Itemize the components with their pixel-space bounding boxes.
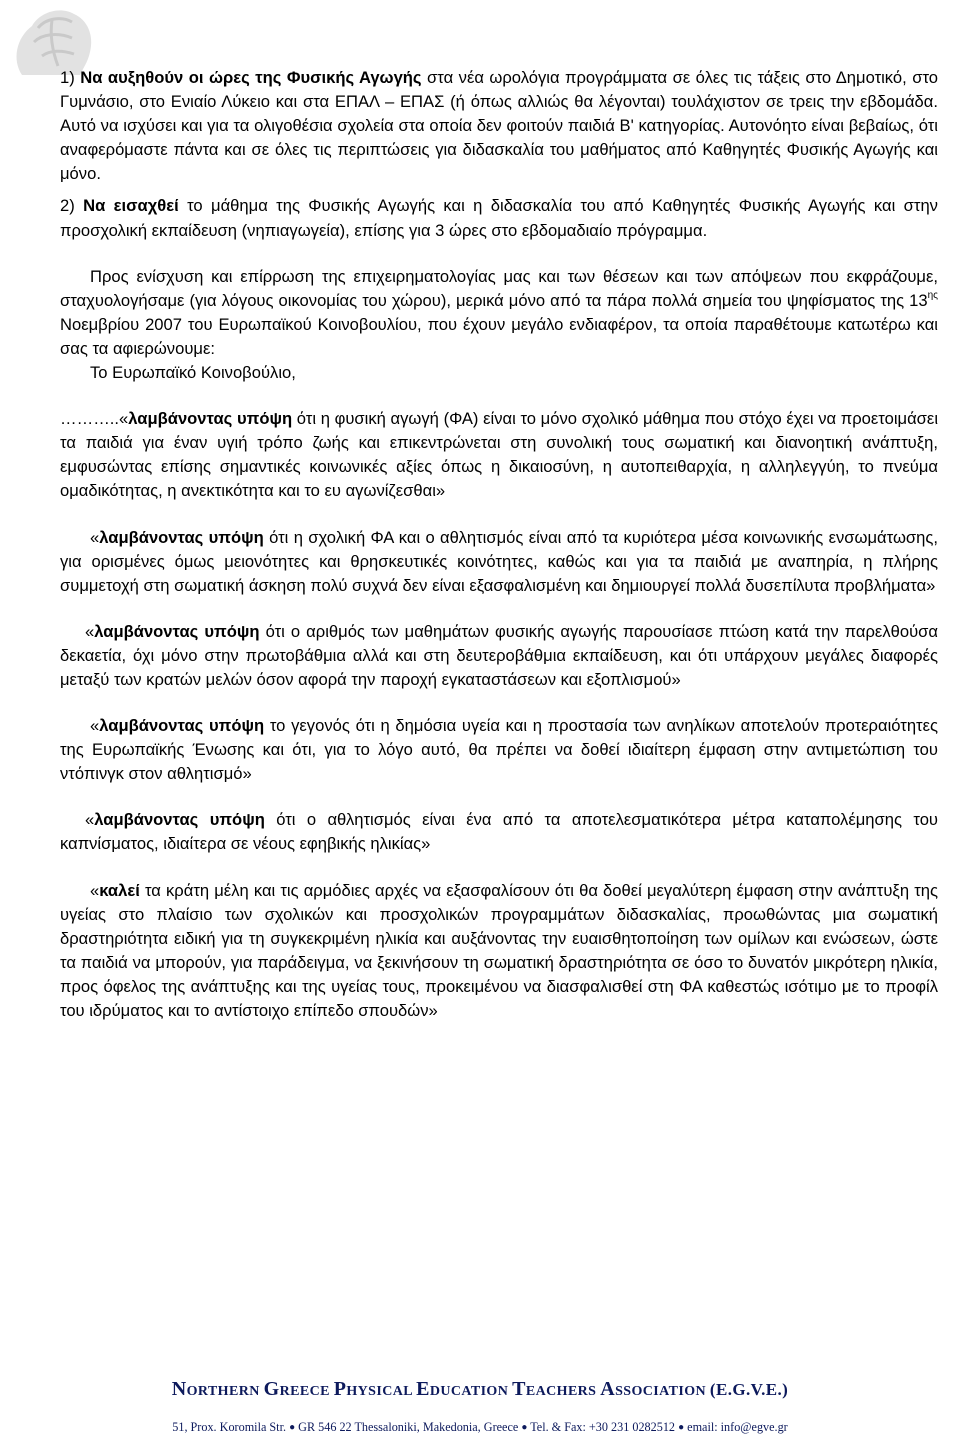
footer-title-cap: P — [333, 1378, 347, 1400]
quote-5-keyword: λαμβάνοντας υπόψη — [94, 810, 265, 830]
quote-2-keyword: λαμβάνοντας υπόψη — [99, 527, 264, 547]
footer-title-word: DUCATION — [429, 1384, 513, 1399]
paragraph-3-text-a: Προς ενίσχυση και επίρρωση της επιχειρηματολογίας μας και των θέσεων και των απόψεων που εκφράζουμε, σταχυολογήσαμε (για λόγους οικονομίας του χώρου), μερικά μόνο από τα πάρα πολλά σημεία του ψηφίσματος της 13 — [60, 266, 938, 310]
footer-title-word: ORTHERN — [186, 1384, 264, 1399]
bullet-icon: ● — [521, 1422, 528, 1433]
footer-association-name — [0, 1378, 960, 1401]
watermark-logo — [2, 0, 112, 75]
footer-abbreviation: (E.G.V.E.) — [709, 1380, 789, 1399]
paragraph-1-number: 1) — [60, 68, 81, 87]
quote-4-prefix: « — [90, 716, 100, 736]
quote-4-keyword: λαμβάνοντας υπόψη — [99, 716, 265, 736]
quote-2 — [60, 526, 938, 598]
footer-title-cap: N — [171, 1378, 187, 1400]
quote-2-prefix: « — [90, 527, 100, 547]
footer-phone: Tel. & Fax: +30 231 0282512 — [530, 1420, 676, 1434]
quote-6-keyword: καλεί — [99, 880, 140, 900]
footer-title-cap: A — [600, 1378, 616, 1400]
quote-3-text: ότι ο αριθμός των μαθημάτων φυσικής αγωγής παρουσίασε πτώση κατά την παρελθούσα δεκαετία, όχι μόνο στην πρωτοβάθμια αλλά και στη δευτεροβάθμια εκπαίδευση, και ότι υπάρχουν μεγάλες διαφορές μεταξύ των κρατών μελών όσον αφορά την παροχή εγκαταστάσεων και εξοπλισμού» — [60, 621, 938, 689]
document-body — [60, 66, 938, 1023]
european-parliament-line: Το Ευρωπαϊκό Κοινοβούλιο, — [90, 363, 296, 383]
footer-title-cap: E — [416, 1378, 430, 1400]
quote-5 — [60, 808, 938, 856]
bullet-icon: ● — [289, 1422, 296, 1433]
paragraph-2-heading: Να εισαχθεί — [83, 196, 179, 216]
paragraph-1 — [60, 66, 938, 186]
quote-3 — [60, 620, 938, 692]
bullet-icon: ● — [678, 1422, 685, 1433]
quote-3-keyword: λαμβάνοντας υπόψη — [94, 621, 260, 641]
footer-postcode: GR 546 22 Thessaloniki, Makedonia, Greece — [298, 1420, 519, 1434]
quote-1 — [60, 407, 938, 503]
paragraph-1-heading: Να αυξηθούν οι ώρες της Φυσικής Αγωγής — [80, 68, 422, 87]
paragraph-2-number: 2) — [60, 196, 84, 216]
quote-6 — [60, 879, 938, 1024]
quote-4 — [60, 714, 938, 786]
paragraph-1-text: στα νέα ωρολόγια προγράμματα σε όλες τις τάξεις στο Δημοτικό, στο Γυμνάσιο, στο Ενιαίο Λύκειο και στα ΕΠΑΛ – ΕΠΑΣ (ή όπως αλλιώς θα λέγονται) τουλάχιστον σε τρεις την εβδομάδα. Αυτό να ισχύσει και για τα ολιγοθέσια σχολεία στα οποία δεν φοιτούν παιδιά Β' κατηγορίας. Αυτονόητο είναι βεβαίως, ότι αναφερόμαστε πάντα και σε όλες τις περιπτώσεις για διδασκαλία του μαθήματος από Καθηγητές Φυσικής Αγωγής και μόνο. — [60, 68, 938, 184]
quote-1-text: ότι η φυσική αγωγή (ΦΑ) είναι το μόνο σχολικό μάθημα που στόχο έχει να προετοιμάσει τα παιδιά για έναν υγιή τρόπο ζωής και επικεντρώνεται στη συνολική τους σωματική και διανοητική ανάπτυξη, εμφυσώντας επίσης σημαντικές κοινωνικές αξίες όπως η δικαιοσύνη, η αυτοπειθαρχία, η αλληλεγγύη, το πνεύμα ομαδικότητας, η ανεκτικότητα και το ευ αγωνίζεσθαι» — [60, 409, 939, 501]
footer-address: 51, Prox. Koromila Str. — [172, 1420, 287, 1434]
quote-5-prefix: « — [85, 810, 95, 830]
footer-contact-line — [0, 1420, 960, 1435]
ordinal-suffix: ης — [927, 290, 938, 302]
quote-1-prefix: ………..« — [60, 409, 129, 429]
quote-4-text: το γεγονός ότι η δημόσια υγεία και η προστασία των ανηλίκων αποτελούν προτεραιότητες της Ευρωπαϊκής Ένωσης και ότι, για το λόγο αυτό, θα πρέπει να δοθεί ιδιαίτερη έμφαση στην αντιμετώπιση του ντόπινγκ στον αθλητισμό» — [60, 716, 938, 784]
paragraph-3-text-b: Νοεμβρίου 2007 του Ευρωπαϊκού Κοινοβουλίου, που έχουν μεγάλο ενδιαφέρον, τα οποία παραθέτουμε κατωτέρω και σας τα αφιερώνουμε: — [60, 314, 938, 358]
quote-2-text: ότι η σχολική ΦΑ και ο αθλητισμός είναι από τα κυριότερα μέσα κοινωνικής ενσωμάτωσης, για ορισμένες όμως μειονότητες και θρησκευτικές κοινότητες, καθώς και για τα παιδιά με αναπηρία, η πλήρης συμμετοχή στη σωματική άσκηση πολύ συχνά δεν είναι εξασφαλισμένη και δημιουργεί πολλά δυσεπίλυτα προβλήματα» — [60, 527, 938, 595]
quote-3-prefix: « — [85, 621, 95, 641]
quote-6-prefix: « — [90, 880, 100, 900]
footer-email[interactable]: email: info@egve.gr — [687, 1420, 788, 1434]
footer-title-cap: T — [512, 1378, 526, 1400]
footer-title-word: REECE — [279, 1384, 334, 1399]
footer-title-word: HYSICAL — [346, 1384, 417, 1399]
quote-6-text: τα κράτη μέλη και τις αρμόδιες αρχές να εξασφαλίσουν ότι θα δοθεί μεγαλύτερη έμφαση στην ανάπτυξη της υγείας στο πλαίσιο των σχολικών και προσχολικών προγραμμάτων διδασκαλίας, προωθώντας μια σωματική δραστηριότητα ειδική για τη συγκεκριμένη ηλικία και αυξάνοντας την ευαισθητοποίηση των ομίλων και ενώσεων, ώστε τα παιδιά να μπορούν, για παράδειγμα, να ξεκινήσουν τη σωματική δραστηριότητα σε όσο το δυνατόν μικρότερη ηλικία, προς όφελος της ανάπτυξης και της υγείας τους, προκειμένου να διασφαλισθεί στη ΦΑ καθεστώς ισότιμο με το προφίλ του ιδρύματος και το αντίστοιχο επίπεδο σπουδών» — [60, 880, 938, 1020]
paragraph-3 — [60, 265, 938, 361]
footer-title-word: EACHERS — [525, 1384, 601, 1399]
quote-1-keyword: λαμβάνοντας υπόψη — [128, 409, 293, 429]
footer-title-cap: G — [263, 1378, 280, 1400]
paragraph-2 — [60, 194, 938, 242]
footer-title-word: SSOCIATION — [615, 1384, 710, 1399]
paragraph-2-text: το μάθημα της Φυσικής Αγωγής και η διδασκαλία του από Καθηγητές Φυσικής Αγωγής και στην προσχολική εκπαίδευση (νηπιαγωγεία), επίσης για 3 ώρες στο εβδομαδιαίο πρόγραμμα. — [60, 196, 938, 240]
quote-5-text: ότι ο αθλητισμός είναι ένα από τα αποτελεσματικότερα μέτρα καταπολέμησης του καπνίσματος, ιδιαίτερα σε νέους εφηβικής ηλικίας» — [60, 810, 938, 854]
